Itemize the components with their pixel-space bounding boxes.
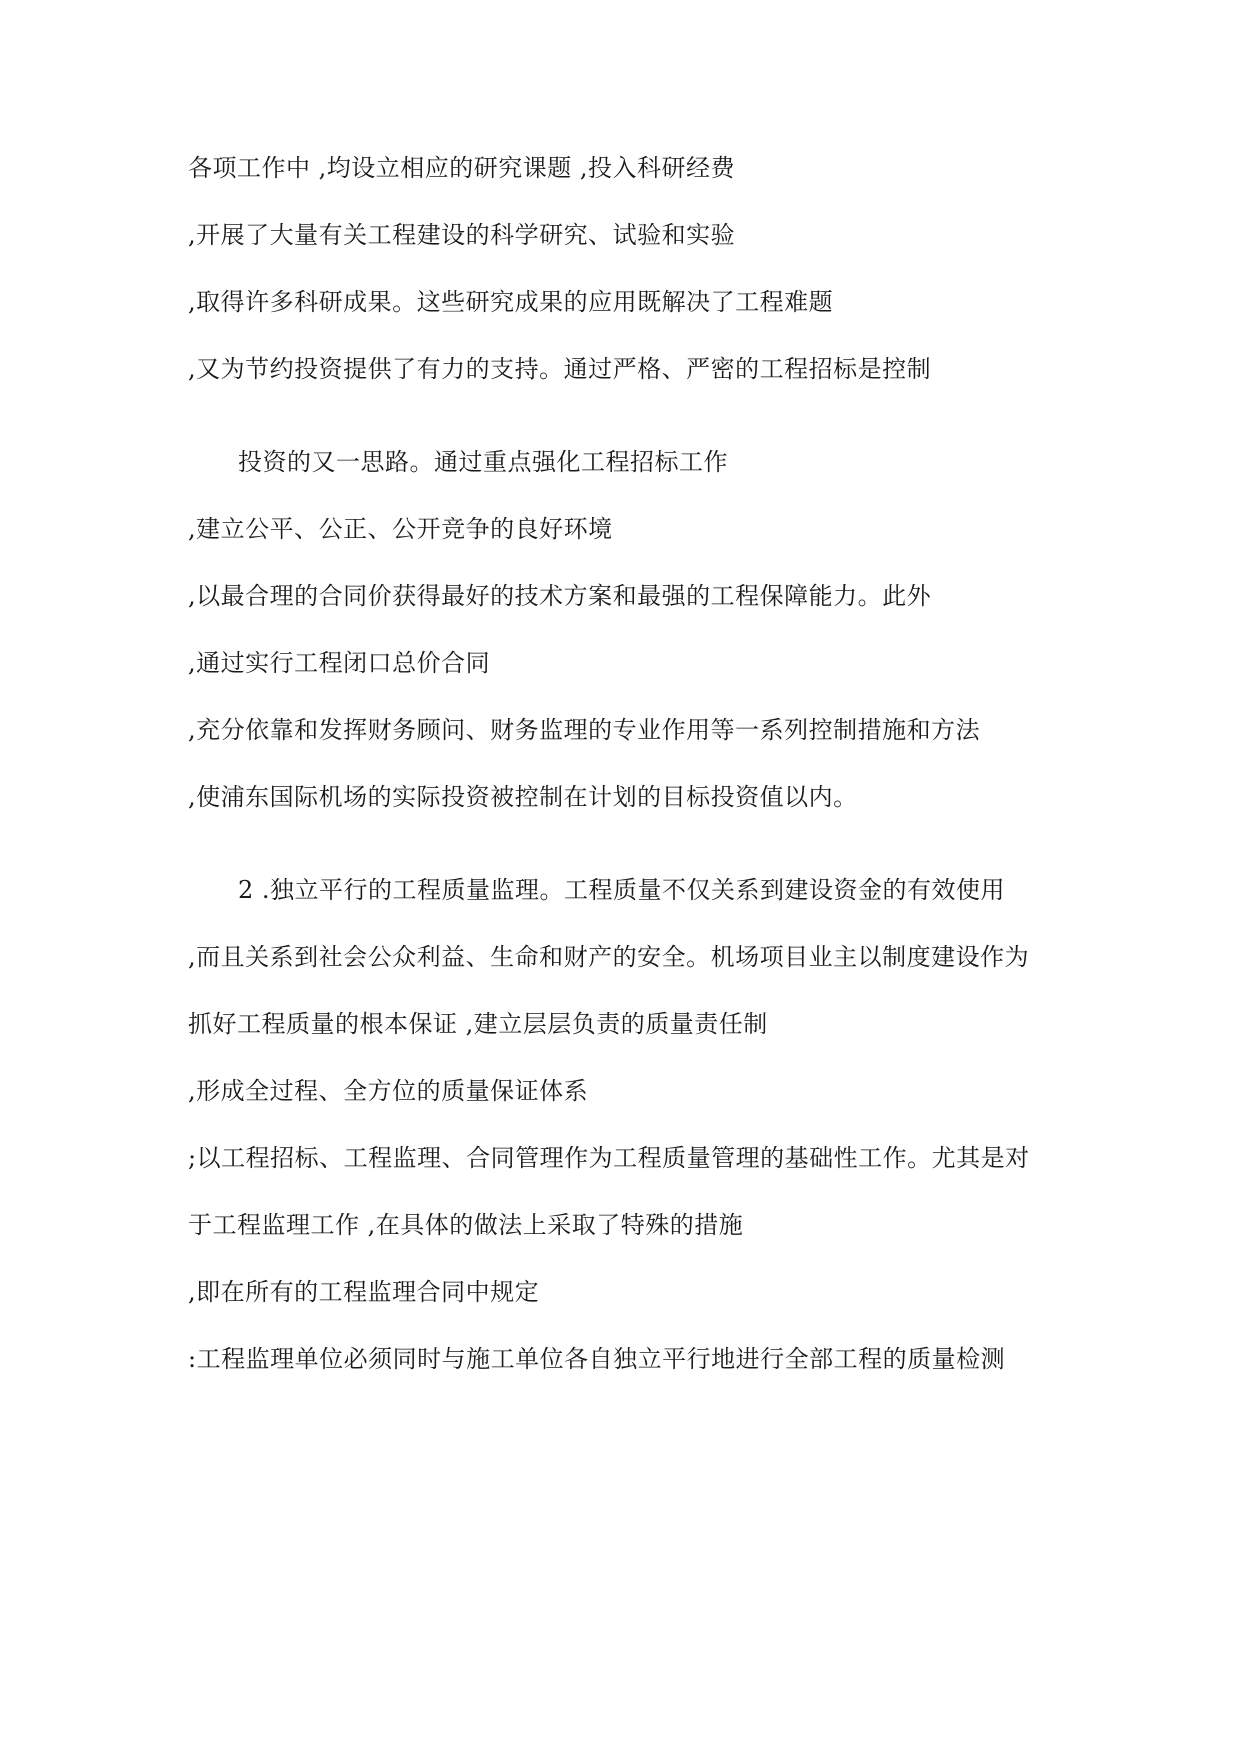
text-line: :工程监理单位必须同时与施工单位各自独立平行地进行全部工程的质量检测	[188, 1345, 1006, 1373]
text-line: 各项工作中 ,均设立相应的研究课题 ,投入科研经费	[188, 154, 736, 182]
text-line: ,而且关系到社会公众利益、生命和财产的安全。机场项目业主以制度建设作为	[188, 943, 1030, 971]
text-line: 2 .独立平行的工程质量监理。工程质量不仅关系到建设资金的有效使用	[238, 876, 1006, 904]
text-line: ,形成全过程、全方位的质量保证体系	[188, 1077, 589, 1105]
text-line: ,又为节约投资提供了有力的支持。通过严格、严密的工程招标是控制	[188, 355, 932, 383]
text-line: 于工程监理工作 ,在具体的做法上采取了特殊的措施	[188, 1211, 744, 1239]
text-line: ,通过实行工程闭口总价合同	[188, 649, 491, 677]
text-line: ,使浦东国际机场的实际投资被控制在计划的目标投资值以内。	[188, 783, 858, 811]
text-line: ,以最合理的合同价获得最好的技术方案和最强的工程保障能力。此外	[188, 582, 932, 610]
text-line: ,充分依靠和发挥财务顾问、财务监理的专业作用等一系列控制措施和方法	[188, 716, 981, 744]
text-line: ,即在所有的工程监理合同中规定	[188, 1278, 540, 1306]
text-line: ;以工程招标、工程监理、合同管理作为工程质量管理的基础性工作。尤其是对	[188, 1144, 1030, 1172]
text-line: 投资的又一思路。通过重点强化工程招标工作	[238, 448, 728, 476]
text-line: ,取得许多科研成果。这些研究成果的应用既解决了工程难题	[188, 288, 834, 316]
text-line: 抓好工程质量的根本保证 ,建立层层负责的质量责任制	[188, 1010, 768, 1038]
text-line: ,开展了大量有关工程建设的科学研究、试验和实验	[188, 221, 736, 249]
text-line: ,建立公平、公正、公开竞争的良好环境	[188, 515, 613, 543]
